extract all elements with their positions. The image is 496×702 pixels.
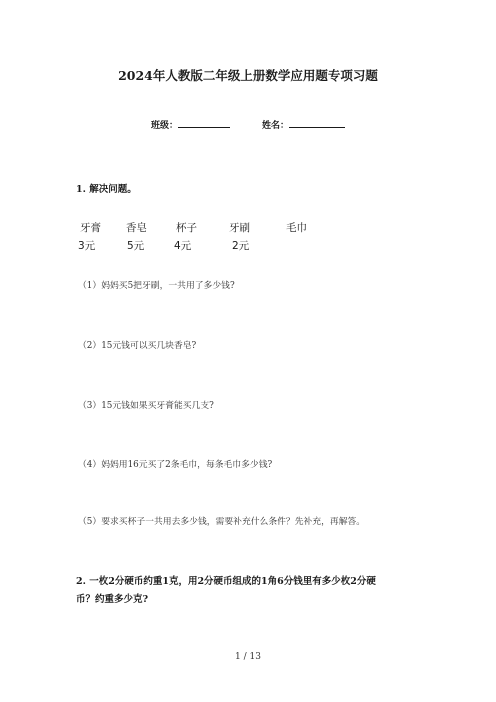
question-2-line-1: 2. 一枚2分硬币约重1克，用2分硬币组成的1角6分钱里有多少枚2分硬 <box>76 576 376 587</box>
item-name-towel: 毛巾 <box>286 222 307 234</box>
sub-question-2: （2）15元钱可以买几块香皂? <box>78 341 197 351</box>
item-name-soap: 香皂 <box>126 222 147 234</box>
item-name-toothbrush: 牙刷 <box>229 222 250 234</box>
class-blank <box>178 117 230 128</box>
item-price-toothbrush: 2元 <box>232 240 250 252</box>
question-1-heading: 1. 解决问题。 <box>76 184 137 195</box>
class-label: 班级： <box>151 121 179 131</box>
name-blank <box>289 117 345 128</box>
class-field <box>151 117 230 131</box>
item-price-cup: 4元 <box>174 240 192 252</box>
name-label: 姓名： <box>262 121 290 131</box>
sub-question-3: （3）15元钱如果买牙膏能买几支? <box>78 401 214 411</box>
item-name-toothpaste: 牙膏 <box>80 222 101 234</box>
page-number: 1 / 13 <box>235 652 261 662</box>
item-price-soap: 5元 <box>127 240 145 252</box>
sub-question-1: （1）妈妈买5把牙刷，一共用了多少钱? <box>78 281 235 291</box>
question-2-line-2: 币？约重多少克? <box>76 594 149 605</box>
name-field <box>262 117 345 131</box>
sub-question-4: （4）妈妈用16元买了2条毛巾，每条毛巾多少钱? <box>78 460 273 470</box>
sub-question-5: （5）要求买杯子一共用去多少钱，需要补充什么条件？先补充，再解答。 <box>78 517 366 527</box>
item-name-cup: 杯子 <box>176 222 197 234</box>
item-price-toothpaste: 3元 <box>78 240 96 252</box>
page-title: 2024年人教版二年级上册数学应用题专项习题 <box>118 68 378 83</box>
